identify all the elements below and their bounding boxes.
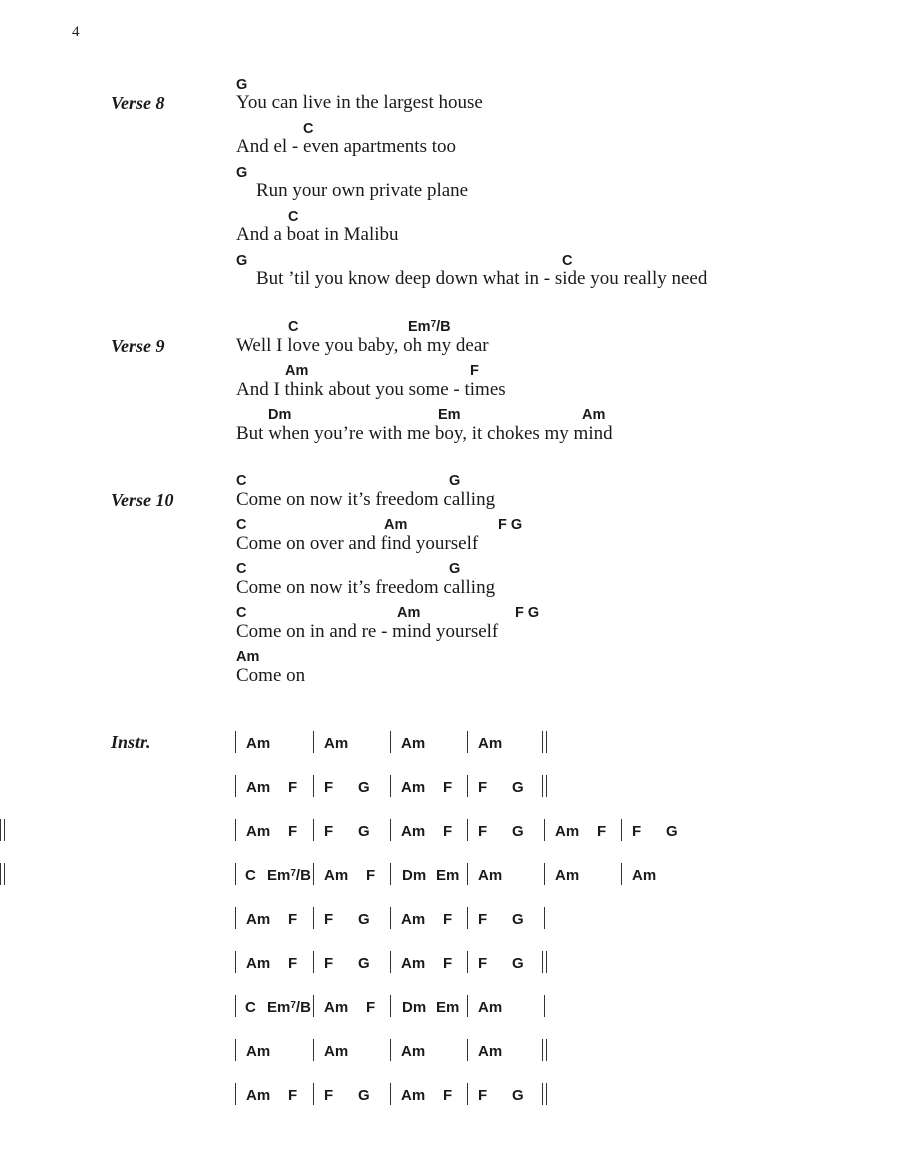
instr-chord: F [288, 911, 298, 928]
chord: C [236, 561, 247, 577]
measure-bar [313, 1083, 314, 1105]
measure-bar [390, 819, 391, 841]
measure-bar [235, 907, 236, 929]
measure-bar [235, 951, 236, 973]
instr-chord: F [288, 779, 298, 796]
chord: Dm [268, 407, 292, 423]
measure-bar [313, 863, 314, 885]
instr-chord: Am [324, 735, 349, 752]
instr-chord: Em$^7$/B [267, 999, 311, 1016]
lyric-line: And el - even apartments too [236, 136, 457, 157]
instr-chord: F [443, 779, 453, 796]
measure-bar [313, 907, 314, 929]
instr-chord: Am [401, 911, 426, 928]
measure-bar [467, 731, 468, 753]
instr-chord: Am [401, 823, 426, 840]
measure-bar [467, 951, 468, 973]
page-number: 4 [72, 24, 80, 40]
instr-chord: Em [436, 999, 460, 1016]
instr-chord: Am [246, 955, 271, 972]
lyric-line: Come on [236, 665, 306, 686]
instr-chord: Am [632, 867, 657, 884]
double-bar [0, 819, 5, 841]
lyric-line: Come on now it’s freedom calling [236, 489, 496, 510]
instr-chord: Em$^7$/B [267, 867, 311, 884]
instr-chord: Am [324, 1043, 349, 1060]
instr-chord: Dm [402, 867, 427, 884]
chord: C [236, 605, 247, 621]
instr-chord: G [358, 779, 370, 796]
lyric-line: And a boat in Malibu [236, 224, 399, 245]
double-bar [542, 775, 547, 797]
instr-chord: Am [324, 867, 349, 884]
measure-bar [390, 907, 391, 929]
instr-chord: F [443, 955, 453, 972]
instr-chord: Am [478, 867, 503, 884]
measure-bar [467, 819, 468, 841]
instr-chord: F [597, 823, 607, 840]
measure-bar [390, 775, 391, 797]
instr-chord: F [288, 823, 298, 840]
chord: C [562, 253, 573, 269]
measure-bar [313, 775, 314, 797]
chord: Em$^7$/B [408, 319, 451, 335]
chord: Am [236, 649, 260, 665]
instr-chord: F [478, 911, 488, 928]
measure-bar [467, 775, 468, 797]
measure-bar [235, 775, 236, 797]
instr-chord: Em [436, 867, 460, 884]
instr-chord: Am [246, 779, 271, 796]
instr-chord: Am [555, 823, 580, 840]
lyric-line: Well I love you baby, oh my dear [236, 335, 489, 356]
measure-bar [390, 1083, 391, 1105]
instr-chord: Am [478, 735, 503, 752]
measure-bar [467, 995, 468, 1017]
chord: G [236, 77, 248, 93]
measure-bar [313, 995, 314, 1017]
chord: G [449, 473, 461, 489]
instr-chord: Am [401, 1087, 426, 1104]
measure-bar [544, 863, 545, 885]
chord: C [236, 473, 247, 489]
instr-chord: F [324, 779, 334, 796]
lyric-line: Come on over and find yourself [236, 533, 479, 554]
lyric-line: Come on in and re - mind yourself [236, 621, 499, 642]
verse-10-label: Verse 10 [111, 490, 174, 510]
instr-chord: F [324, 823, 334, 840]
instr-chord: F [324, 955, 334, 972]
chord: G [449, 561, 461, 577]
instr-chord: Am [246, 1087, 271, 1104]
instr-chord: G [358, 955, 370, 972]
instr-chord: G [512, 823, 524, 840]
measure-bar [390, 731, 391, 753]
measure-bar [467, 907, 468, 929]
instr-chord: F [366, 867, 376, 884]
instr-chord: Am [478, 1043, 503, 1060]
lyric-line: You can live in the largest house [236, 92, 483, 113]
measure-bar [544, 907, 545, 929]
measure-bar [390, 995, 391, 1017]
lyric-line: Run your own private plane [256, 180, 469, 201]
chord: F G [498, 517, 523, 533]
measure-bar [313, 951, 314, 973]
double-bar [542, 1039, 547, 1061]
verse-9-label: Verse 9 [111, 336, 165, 356]
measure-bar [544, 995, 545, 1017]
instr-chord: Am [401, 1043, 426, 1060]
instr-label: Instr. [111, 732, 151, 752]
double-bar [0, 863, 5, 885]
measure-bar [235, 995, 236, 1017]
instr-chord: G [512, 779, 524, 796]
chord: C [288, 209, 299, 225]
chord: Am [397, 605, 421, 621]
chord: G [236, 253, 248, 269]
lyric-line: But when you’re with me boy, it chokes my mind [236, 423, 613, 444]
chord: C [303, 121, 314, 137]
chord: G [236, 165, 248, 181]
instr-chord: F [443, 911, 453, 928]
instr-chord: G [358, 1087, 370, 1104]
chord: C [288, 319, 299, 335]
chord: Em [438, 407, 461, 423]
measure-bar [544, 819, 545, 841]
measure-bar [467, 1039, 468, 1061]
double-bar [542, 1083, 547, 1105]
instr-chord: F [288, 955, 298, 972]
instr-chord: G [358, 823, 370, 840]
measure-bar [390, 1039, 391, 1061]
instr-chord: G [512, 955, 524, 972]
instr-chord: Dm [402, 999, 427, 1016]
measure-bar [235, 731, 236, 753]
measure-bar [235, 1039, 236, 1061]
chord: Am [285, 363, 309, 379]
instr-chord: C [245, 867, 256, 884]
instr-chord: Am [401, 955, 426, 972]
instr-chord: F [288, 1087, 298, 1104]
chord: C [236, 517, 247, 533]
lyric-line: Come on now it’s freedom calling [236, 577, 496, 598]
instr-chord: Am [478, 999, 503, 1016]
instr-chord: G [512, 911, 524, 928]
instr-chord: G [358, 911, 370, 928]
instr-chord: Am [246, 1043, 271, 1060]
measure-bar [467, 863, 468, 885]
instr-chord: Am [401, 779, 426, 796]
measure-bar [313, 1039, 314, 1061]
instr-chord: Am [324, 999, 349, 1016]
measure-bar [235, 1083, 236, 1105]
chord: Am [582, 407, 606, 423]
lyric-line: And I think about you some - times [236, 379, 506, 400]
double-bar [542, 731, 547, 753]
measure-bar [313, 819, 314, 841]
instr-chord: Am [246, 823, 271, 840]
verse-8-label: Verse 8 [111, 93, 165, 113]
instr-chord: F [632, 823, 642, 840]
instr-chord: F [366, 999, 376, 1016]
instr-chord: G [666, 823, 678, 840]
instr-chord: Am [246, 735, 271, 752]
instr-chord: F [478, 955, 488, 972]
instr-chord: F [324, 911, 334, 928]
instr-chord: F [324, 1087, 334, 1104]
instr-chord: F [478, 823, 488, 840]
measure-bar [235, 863, 236, 885]
measure-bar [621, 819, 622, 841]
chord: Am [384, 517, 408, 533]
measure-bar [467, 1083, 468, 1105]
double-bar [542, 951, 547, 973]
measure-bar [621, 863, 622, 885]
chord: F G [515, 605, 540, 621]
instr-chord: F [478, 779, 488, 796]
instr-chord: Am [246, 911, 271, 928]
instr-chord: G [512, 1087, 524, 1104]
instr-chord: F [443, 823, 453, 840]
instr-chord: C [245, 999, 256, 1016]
instr-chord: Am [401, 735, 426, 752]
measure-bar [235, 819, 236, 841]
measure-bar [390, 951, 391, 973]
chord: F [470, 363, 479, 379]
instr-chord: Am [555, 867, 580, 884]
instr-chord: F [478, 1087, 488, 1104]
measure-bar [313, 731, 314, 753]
instr-chord: F [443, 1087, 453, 1104]
lyric-line: But ’til you know deep down what in - side you really need [256, 268, 708, 289]
measure-bar [390, 863, 391, 885]
